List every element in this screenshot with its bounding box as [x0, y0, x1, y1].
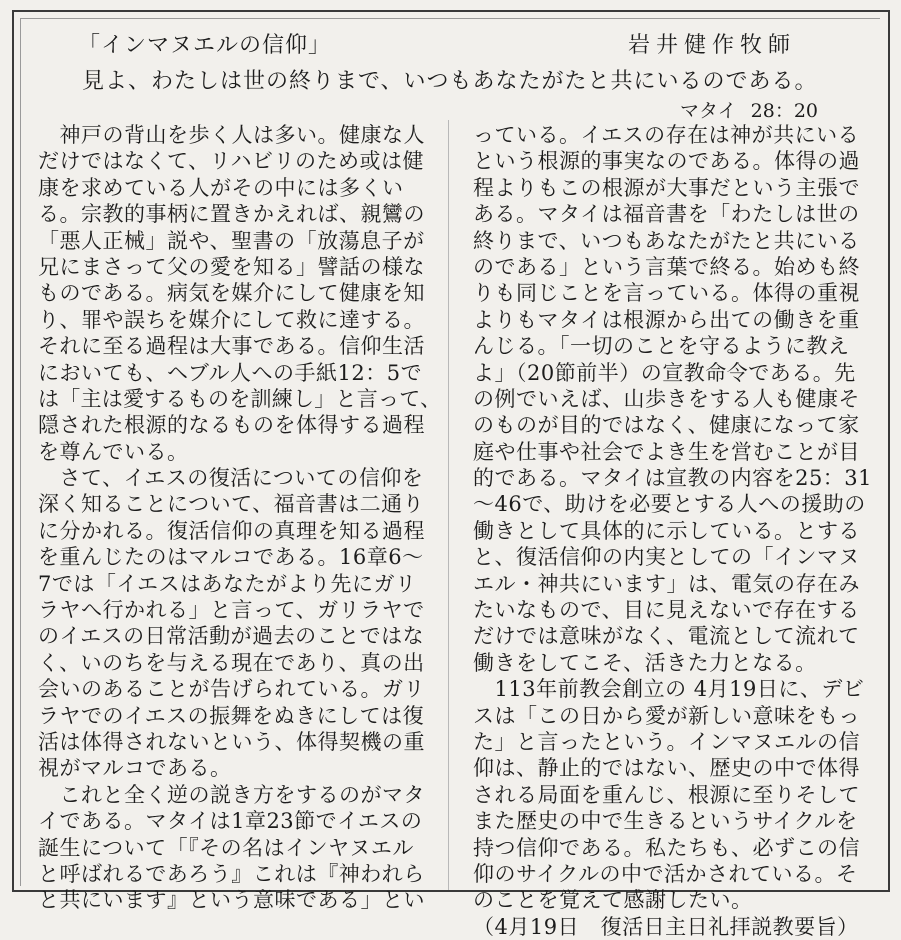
text-line: に分かれる。復活信仰の真理を知る過程 [38, 518, 425, 543]
text-line: た」と言ったという。インマヌエルの信 [473, 729, 860, 754]
text-line: 誕生について「『その名はインヤヌエル [38, 835, 414, 860]
text-line: んじる。「一切のことを守るように教え [473, 334, 850, 359]
text-line: よ」（20節前半）の宣教命令である。先 [473, 360, 856, 385]
text-line: 働きとして具体的に示している。とする [473, 518, 860, 543]
text-line: 隠された根源的なるものを体得する過程 [38, 413, 425, 438]
text-line: さて、イエスの復活についての信仰を [38, 466, 424, 491]
text-line: スは「この日から愛が新しい意味をもっ [473, 703, 860, 728]
text-line: りも同じことを言っている。体得の重視 [473, 281, 860, 306]
text-line: においても、ヘブル人への手紙12：5で [38, 360, 423, 385]
text-line: のものが目的ではなく、健康になって家 [473, 413, 860, 438]
text-line: という根源的事実なのである。体得の過 [473, 149, 860, 174]
text-line: 会いのあることが告げられている。ガリ [38, 677, 425, 702]
text-line: よりもマタイは根源から出ての働きを重 [473, 307, 860, 332]
text-line: の例でいえば、山歩きをする人も健康そ [473, 386, 860, 411]
text-line: ラヤへ行かれる」と言って、ガリラヤで [38, 598, 425, 623]
text-line: 神戸の背山を歩く人は多い。健康な人 [38, 123, 425, 147]
text-line: のことを覚えて感謝したい。 [473, 888, 753, 913]
text-line: のイエスの日常活動が過去のことではな [38, 624, 425, 649]
right-column [473, 122, 878, 940]
left-column [38, 122, 443, 914]
text-line: 康を求めている人がその中には多くい [38, 175, 404, 200]
text-line: り、罪や誤ちを媒介にして救に達する。 [38, 307, 425, 332]
text-line: と呼ばれるであろう』これは『神われら [38, 861, 425, 886]
text-line: 活は体得されないという、体得契機の重 [38, 729, 425, 754]
text-line: 仰は、静止的ではない、歴史の中で体得 [473, 756, 860, 781]
text-line: これと全く逆の説き方をするのがマタ [38, 782, 425, 807]
text-line: また歴史の中で生きるというサイクルを [473, 809, 858, 834]
text-line: エル・神共にいます」は、電気の存在み [473, 571, 860, 596]
text-line: 仰のサイクルの中で活かされている。そ [473, 861, 858, 886]
text-line: 深く知ることについて、福音書は二通り [38, 492, 425, 517]
text-line: イである。マタイは1章23節でイエスの [38, 809, 423, 834]
text-line: 7では「イエスはあなたがより先にガリ [38, 571, 417, 596]
epigraph-verse: 見よ、わたしは世の終りまで、いつもあなたがたと共にいるのである。 [82, 69, 818, 94]
text-line: は「主は愛するものを訓練し」と言って、 [38, 386, 442, 411]
text-line: と、復活信仰の内実としての「インマヌ [473, 545, 860, 570]
text-line: 視がマルコである。 [38, 756, 232, 781]
column-divider [448, 120, 449, 890]
text-line: のである」という言葉で終る。始めも終 [473, 254, 860, 279]
text-line: っている。イエスの存在は神が共にいる [473, 123, 860, 147]
text-line: ある。マタイは福音書を「わたしは世の [473, 202, 860, 227]
text-line: 終りまで、いつもあなたがたと共にいる [473, 228, 860, 253]
text-line: （4月19日 復活日主日礼拝説教要旨） [473, 914, 859, 939]
text-line: 「悪人正械」説や、聖書の「放蕩息子が [38, 228, 425, 253]
text-line: く、いのちを与える現在であり、真の出 [38, 650, 425, 675]
text-line: ラヤでのイエスの振舞をぬきにしては復 [38, 703, 425, 728]
text-line: る。宗教的事柄に置きかえれば、親鸞の [38, 202, 425, 227]
text-line: たいなもので、目に見えないで存在する [473, 598, 860, 623]
text-line: 働きをしてこそ、活きた力となる。 [473, 650, 817, 675]
text-line: だけでは意味がなく、電流として流れて [473, 624, 860, 649]
text-line: 〜46で、助けを必要とする人への援助の [473, 492, 866, 517]
text-line: を尊んでいる。 [38, 439, 189, 464]
article-author: 岩井健作牧師 [628, 33, 797, 58]
text-line: される局面を重んじ、根源に至りそして [473, 782, 860, 807]
text-line: を重んじたのはマルコである。16章6〜 [38, 545, 424, 570]
text-line: 兄にまさって父の愛を知る」譬話の様な [38, 254, 425, 279]
text-line: それに至る過程は大事である。信仰生活 [38, 334, 425, 359]
text-line: 庭や仕事や社会でよき生を営むことが目 [473, 439, 860, 464]
text-line: ものである。病気を媒介にして健康を知 [38, 281, 425, 306]
text-line: 113年前教会創立の 4月19日に、デビ [473, 677, 865, 702]
text-line: 持つ信仰である。私たちも、必ずこの信 [473, 835, 860, 860]
epigraph-reference: マタイ 28：20 [680, 100, 819, 122]
text-line: と共にいます』という意味である」とい [38, 888, 425, 913]
article-title: 「インマヌエルの信仰」 [78, 33, 332, 58]
text-line: 的である。マタイは宣教の内容を25：31 [473, 466, 873, 491]
text-line: だけではなくて、リハビリのため或は健 [38, 149, 424, 174]
text-line: 程よりもこの根源が大事だという主張で [473, 175, 860, 200]
